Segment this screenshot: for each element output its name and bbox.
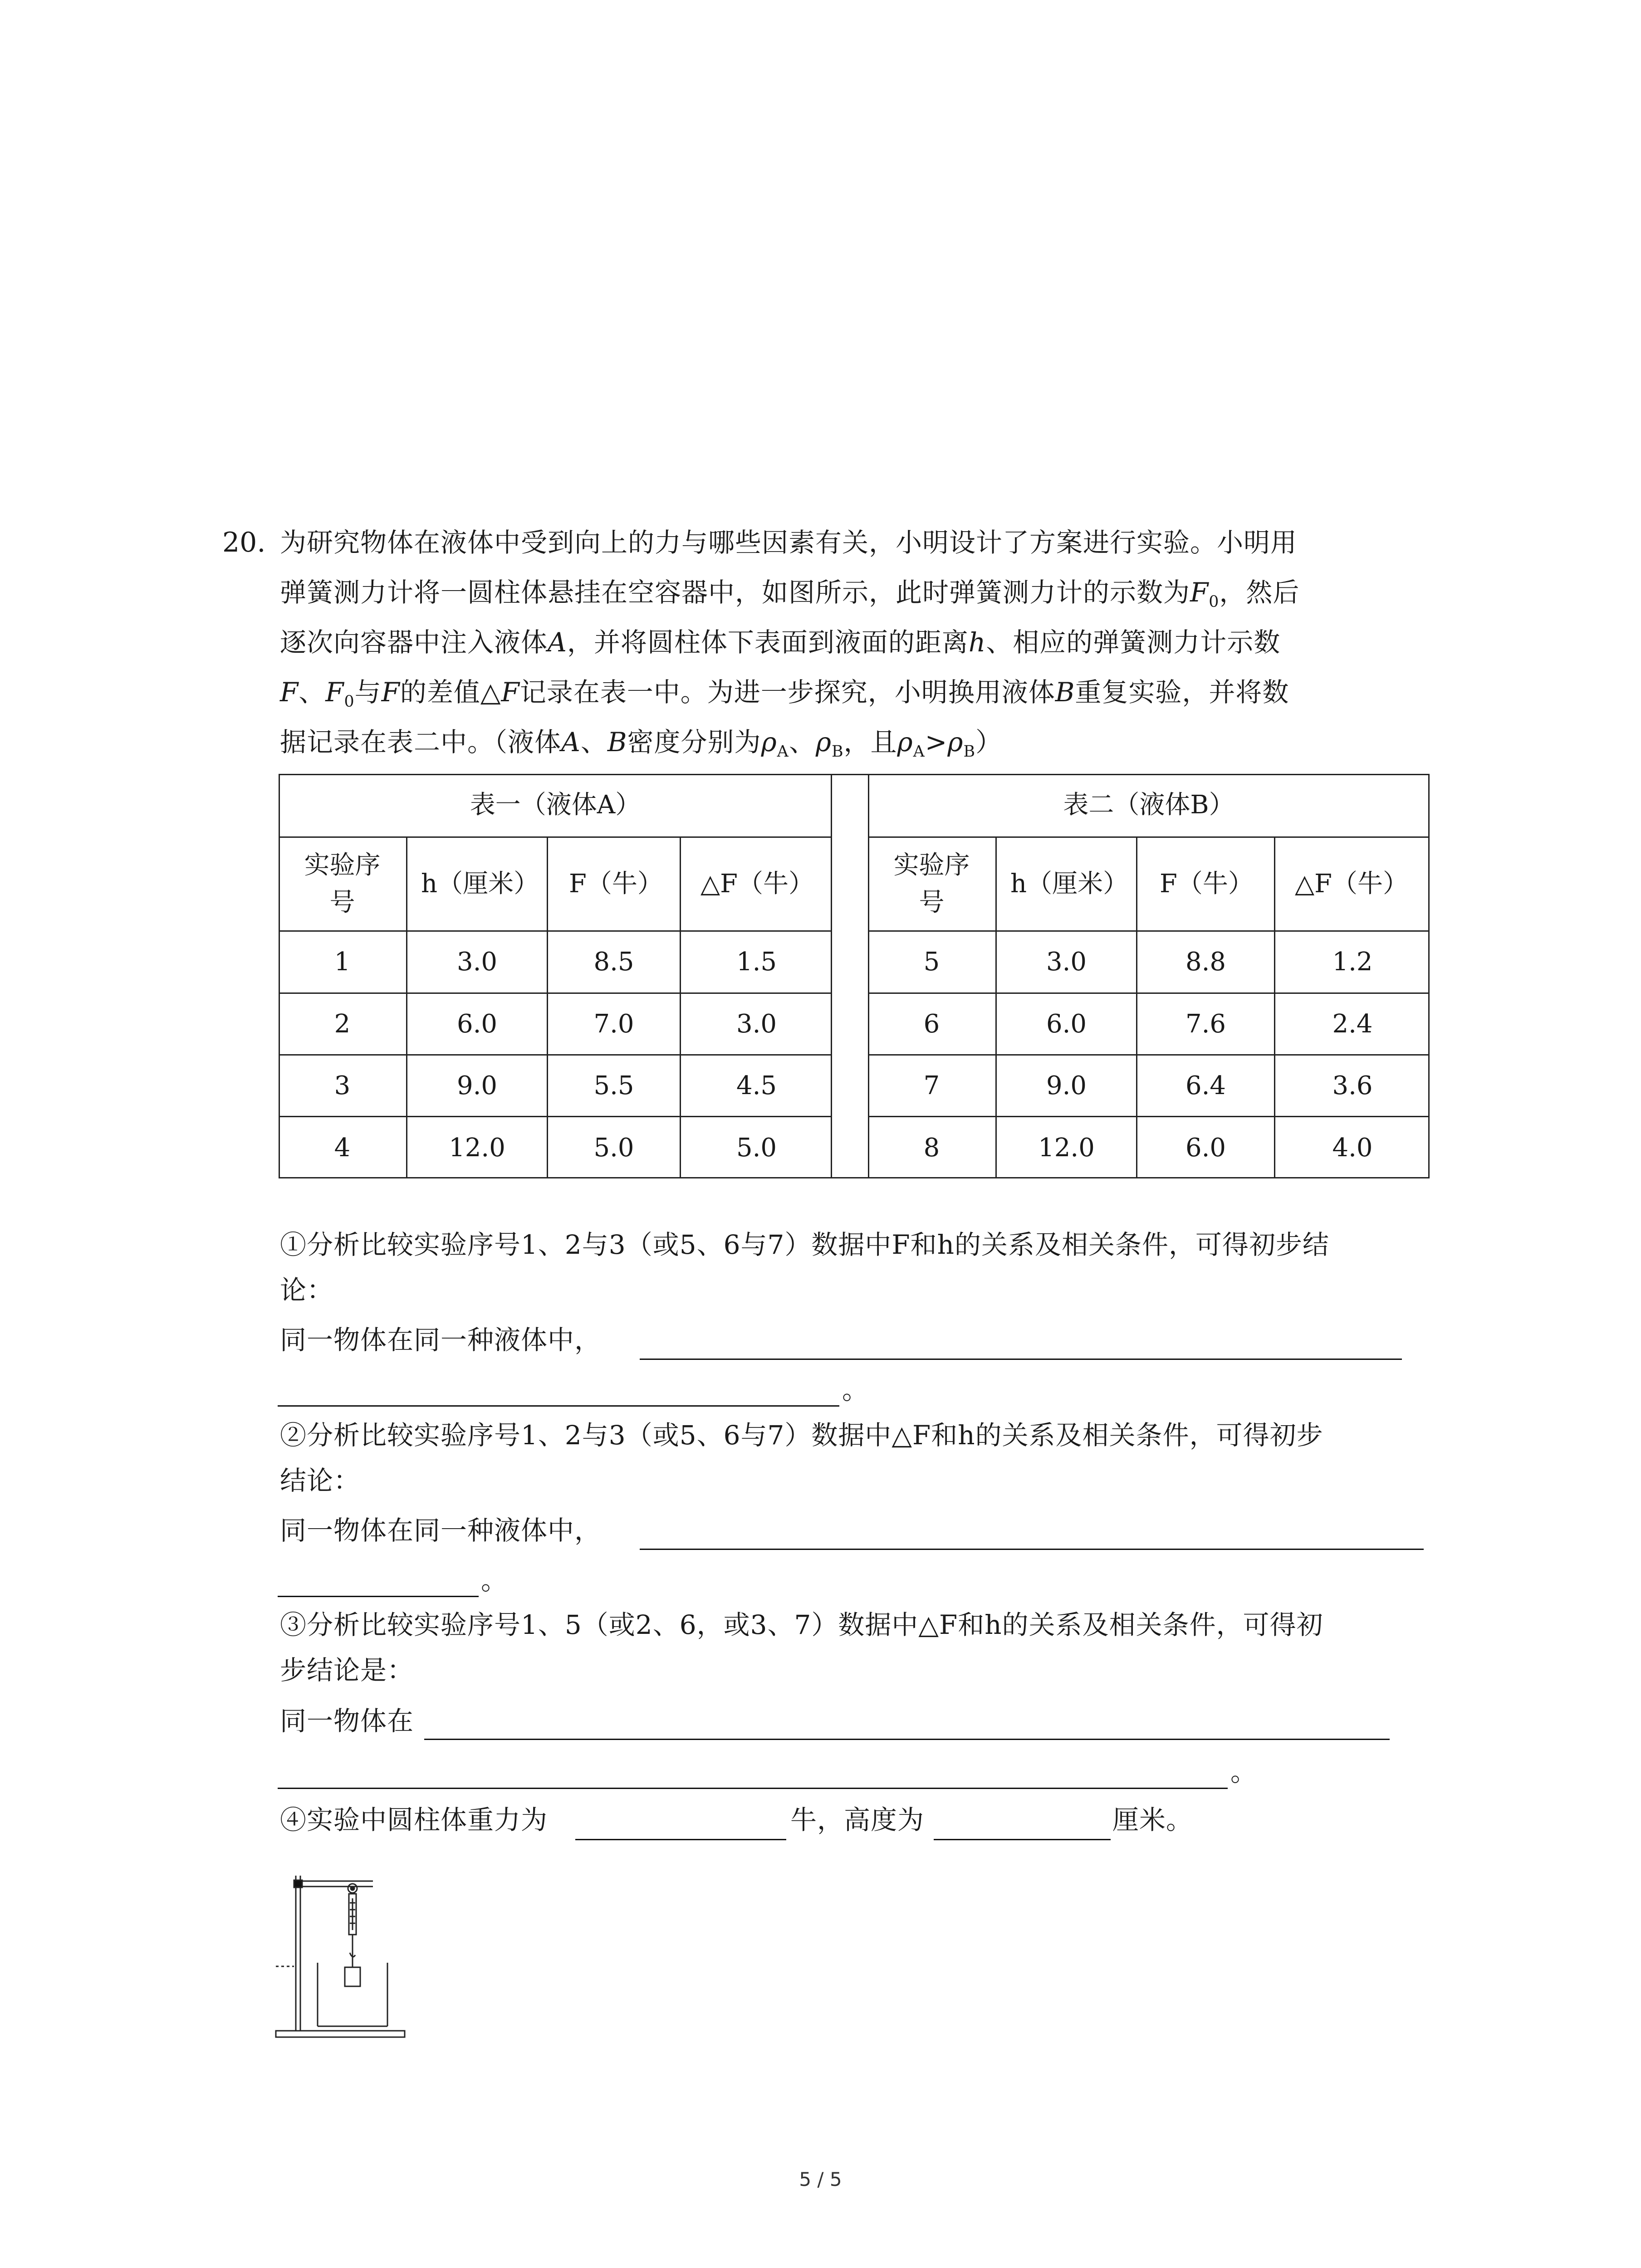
- table2-cell: 3.0: [1046, 947, 1087, 977]
- q1-answer-blank-1[interactable]: [640, 1359, 1402, 1360]
- table2-cell: 7: [923, 1070, 940, 1100]
- table1-cell: 8.5: [593, 947, 634, 977]
- q4-height-blank[interactable]: [934, 1839, 1111, 1840]
- q2-answer-blank-2[interactable]: [278, 1596, 479, 1597]
- q3-answer-blank-2[interactable]: [278, 1788, 1228, 1789]
- q2-prefix: 同一物体在同一种液体中，: [280, 1515, 602, 1546]
- q2-answer-blank-1[interactable]: [640, 1549, 1424, 1550]
- table1-header-df: △F（牛）: [700, 869, 814, 899]
- table1-cell: 1: [334, 947, 351, 977]
- q4-mid: 牛，高度为: [790, 1804, 925, 1835]
- table1-header-h: h（厘米）: [421, 869, 539, 899]
- table1-cell: 3.0: [456, 947, 498, 977]
- q1-end: 。: [842, 1374, 869, 1405]
- table1-cell: 5.0: [593, 1133, 634, 1163]
- table2-cell: 4.0: [1332, 1133, 1373, 1163]
- table2-cell: 6.0: [1046, 1009, 1087, 1039]
- table1-cell: 3.0: [736, 1009, 777, 1039]
- table1-cell: 4: [334, 1133, 351, 1163]
- apparatus-figure: [272, 1862, 408, 2043]
- table2-cell: 6.0: [1185, 1133, 1226, 1163]
- q1-line1: ①分析比较实验序号1、2与3（或5、6与7）数据中F和h的关系及相关条件，可得初步结: [280, 1229, 1330, 1260]
- question-line-5: 据记录在表二中。（液体A、B密度分别为$\rho_A$、$\rho_B$，且$\rho_A>\rho_B$）: [280, 727, 1003, 761]
- table2-header-h: h（厘米）: [1010, 869, 1129, 899]
- q1-answer-blank-2[interactable]: [278, 1405, 839, 1407]
- table1-cell: 12.0: [449, 1133, 505, 1163]
- table2-cell: 1.2: [1332, 947, 1373, 977]
- q3-line2: 步结论是：: [280, 1655, 414, 1686]
- table2-cell: 9.0: [1046, 1070, 1087, 1100]
- q3-line1: ③分析比较实验序号1、5（或2、6，或3、7）数据中△F和h的关系及相关条件，可得初: [280, 1609, 1323, 1640]
- table2-cell: 12.0: [1038, 1133, 1095, 1163]
- table1-cell: 5.0: [736, 1133, 777, 1163]
- q3-prefix: 同一物体在: [280, 1706, 414, 1736]
- table2-cell: 3.6: [1332, 1070, 1373, 1100]
- table1-header-f: F（牛）: [569, 869, 663, 899]
- page-number: 5 / 5: [799, 2168, 842, 2190]
- table1-cell: 4.5: [736, 1070, 777, 1100]
- q1-line2: 论：: [280, 1275, 334, 1305]
- table2-cell: 6: [923, 1009, 940, 1039]
- table2-cell: 7.6: [1185, 1009, 1226, 1039]
- table2-cell: 5: [923, 947, 940, 977]
- table2-cell: 2.4: [1332, 1009, 1373, 1039]
- q3-end: 。: [1230, 1756, 1258, 1787]
- table1-title: 表一（液体A）: [470, 790, 641, 820]
- q2-line2: 结论：: [280, 1465, 361, 1496]
- table1-cell: 7.0: [593, 1009, 634, 1039]
- table2-cell: 8.8: [1185, 947, 1226, 977]
- table1-cell: 1.5: [736, 947, 777, 977]
- table1-cell: 2: [334, 1009, 351, 1039]
- table2-header-index: 实验序号: [893, 850, 970, 917]
- q1-prefix: 同一物体在同一种液体中，: [280, 1325, 602, 1355]
- table1-cell: 5.5: [593, 1070, 634, 1100]
- question-line-4: F、$F_0$与F的差值△F记录在表一中。为进一步探究，小明换用液体B重复实验，并将数: [280, 677, 1289, 711]
- table2-title: 表二（液体B）: [1063, 790, 1234, 820]
- question-line-3: 逐次向容器中注入液体A，并将圆柱体下表面到液面的距离h、相应的弹簧测力计示数: [280, 627, 1281, 658]
- question-line-2: 弹簧测力计将一圆柱体悬挂在空容器中，如图所示，此时弹簧测力计的示数为$F_0$，然后: [280, 577, 1300, 611]
- question-line-1: 为研究物体在液体中受到向上的力与哪些因素有关，小明设计了方案进行实验。小明用: [280, 527, 1298, 558]
- table2-header-df: △F（牛）: [1295, 869, 1408, 899]
- table1-cell: 6.0: [456, 1009, 498, 1039]
- q3-answer-blank-1[interactable]: [424, 1739, 1390, 1740]
- table2-cell: 8: [923, 1133, 940, 1163]
- table1-cell: 3: [334, 1070, 351, 1100]
- data-tables: [279, 774, 1430, 1178]
- table2-cell: 6.4: [1185, 1070, 1226, 1100]
- q4-prefix: ④实验中圆柱体重力为: [280, 1804, 548, 1835]
- q4-weight-blank[interactable]: [575, 1839, 786, 1840]
- q2-line1: ②分析比较实验序号1、2与3（或5、6与7）数据中△F和h的关系及相关条件，可得初步: [280, 1420, 1323, 1451]
- table-gap: [832, 774, 868, 1178]
- q4-end: 厘米。: [1112, 1804, 1193, 1835]
- table2-header-f: F（牛）: [1160, 869, 1254, 899]
- table1-cell: 9.0: [456, 1070, 498, 1100]
- table1-header-index: 实验序号: [304, 850, 381, 917]
- q2-end: 。: [481, 1565, 508, 1596]
- question-number: 20.: [222, 527, 266, 558]
